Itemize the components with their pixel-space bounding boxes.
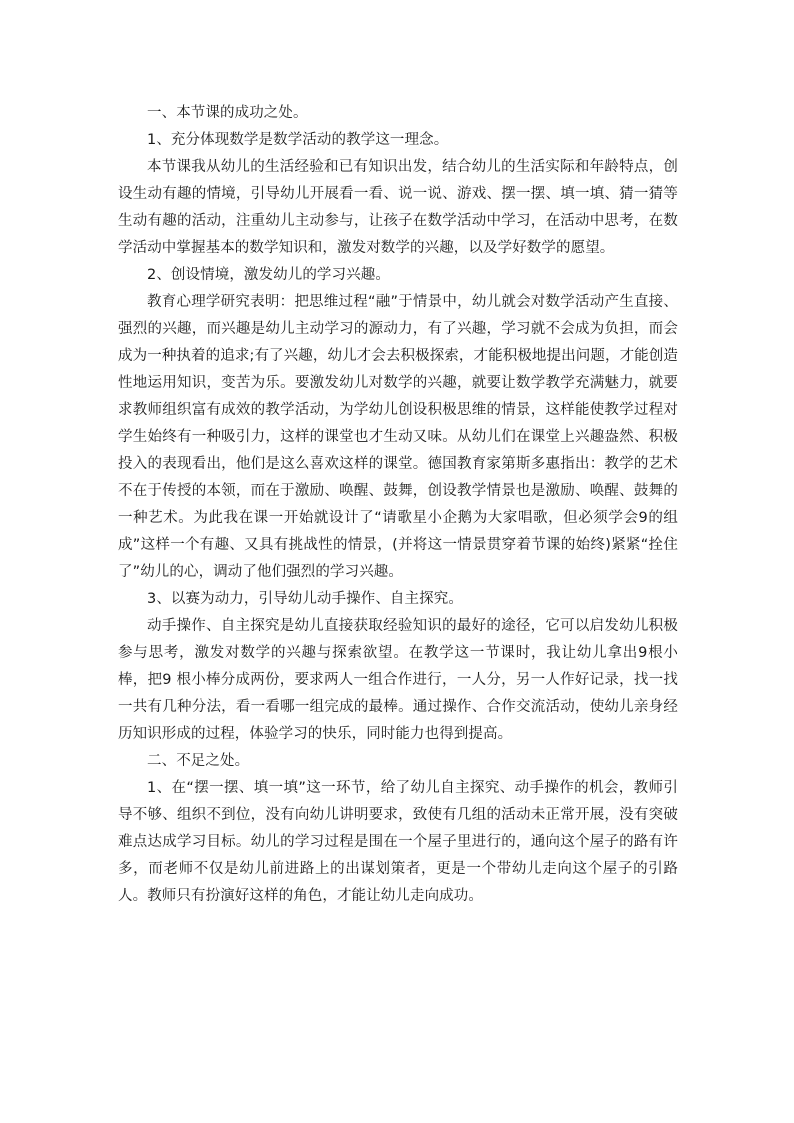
- point-3-body: 动手操作、自主探究是幼儿直接获取经验知识的最好的途径，它可以启发幼儿积极参与思考，激发对数学的兴趣与探索欲望。在教学这一节课时，我让幼儿拿出9根小棒，把9 根小棒分成两份，要求两人一组合作进行，一人分，另一人作好记录，找一找一共有几种分法，看一看哪一组完成的最棒。通过操作、合作交流活动，使幼儿亲身经历知识形成的过程，体验学习的快乐，同时能力也得到提高。: [118, 618, 678, 742]
- point-2-heading: 2、创设情境，激发幼儿的学习兴趣。: [147, 267, 390, 283]
- document-body: [118, 100, 678, 910]
- point-3-heading: 3、以赛为动力，引导幼儿动手操作、自主探究。: [147, 591, 463, 607]
- section-heading-shortcomings: 二、不足之处。: [147, 753, 250, 769]
- section-heading-successes: 一、本节课的成功之处。: [147, 105, 308, 121]
- shortcoming-1-body: 1、在“摆一摆、填一填”这一环节，给了幼儿自主探究、动手操作的机会，教师引导不够、组织不到位，没有向幼儿讲明要求，致使有几组的活动未正常开展，没有突破难点达成学习目标。幼儿的学习过程是围在一个屋子里进行的，通向这个屋子的路有许多，而老师不仅是幼儿前进路上的出谋划策者，更是一个带幼儿走向这个屋子的引路人。教师只有扮演好这样的角色，才能让幼儿走向成功。: [118, 780, 678, 904]
- point-1-body: 本节课我从幼儿的生活经验和已有知识出发，结合幼儿的生活实际和年龄特点，创设生动有趣的情境，引导幼儿开展看一看、说一说、游戏、摆一摆、填一填、猜一猜等生动有趣的活动，注重幼儿主动参与，让孩子在数学活动中学习，在活动中思考，在数学活动中掌握基本的数学知识和，激发对数学的兴趣，以及学好数学的愿望。: [118, 159, 678, 256]
- point-1-heading: 1、充分体现数学是数学活动的教学这一理念。: [147, 132, 449, 148]
- point-2-body: 教育心理学研究表明：把思维过程“融”于情景中，幼儿就会对数学活动产生直接、强烈的兴趣，而兴趣是幼儿主动学习的源动力，有了兴趣，学习就不会成为负担，而会成为一种执着的追求;有了兴趣，幼儿才会去积极探索，才能积极地提出问题，才能创造性地运用知识，变苦为乐。要激发幼儿对数学的兴趣，就要让数学教学充满魅力，就要求教师组织富有成效的教学活动，为学幼儿创设积极思维的情景，这样能使教学过程对学生始终有一种吸引力，这样的课堂也才生动又味。从幼儿们在课堂上兴趣盎然、积极投入的表现看出，他们是这么喜欢这样的课堂。德国教育家第斯多惠指出：教学的艺术不在于传授的本领，而在于激励、唤醒、鼓舞，创设教学情景也是激励、唤醒、鼓舞的一种艺术。为此我在课一开始就设计了“请歌星小企鹅为大家唱歌，但必须学会9的组成”这样一个有趣、又具有挑战性的情景，(并将这一情景贯穿着节课的始终)紧紧“拴住了”幼儿的心，调动了他们强烈的学习兴趣。: [118, 294, 678, 580]
